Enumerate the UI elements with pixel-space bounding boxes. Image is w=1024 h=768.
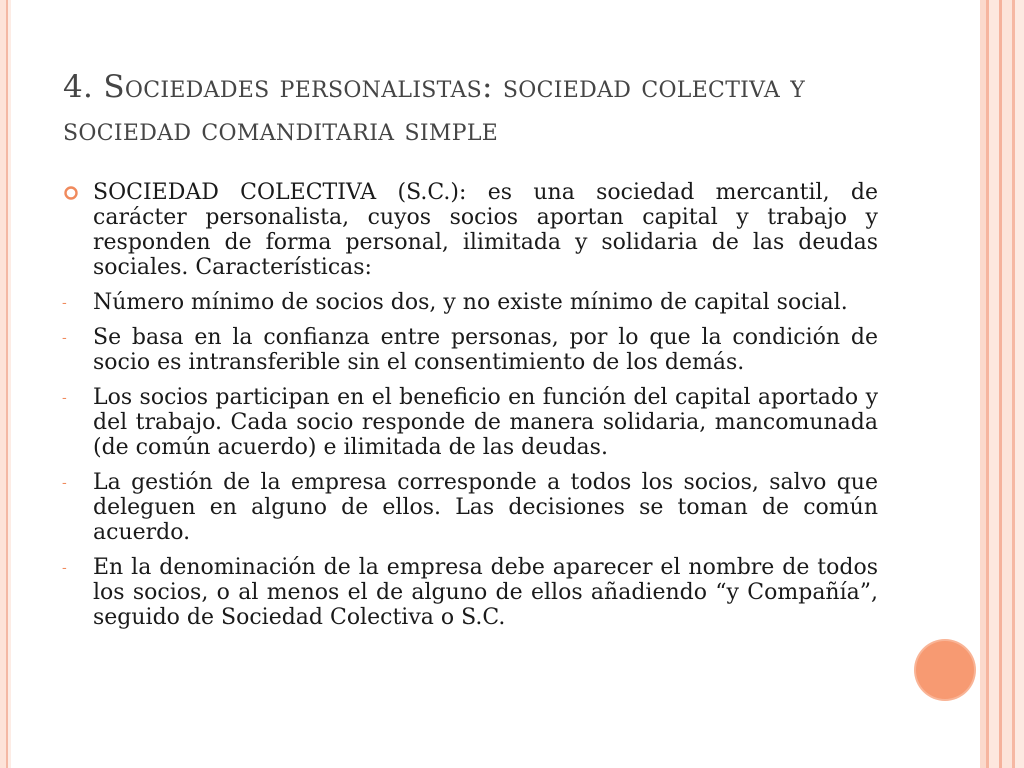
slide-title: 4. Sociedades personalistas: sociedad colectiva y sociedad comanditaria simple xyxy=(63,69,806,148)
right-stripe xyxy=(1015,0,1024,768)
list-item xyxy=(60,290,878,315)
list-item-text: En la denominación de la empresa debe aparecer el nombre de todos los socios, o al menos el de alguno de ellos añadiendo “y Compañía”, seguido de Sociedad Colectiva o S.C. xyxy=(93,555,878,630)
right-stripe xyxy=(989,0,999,768)
dash-marker: - xyxy=(62,390,67,406)
list-item xyxy=(60,180,878,280)
dash-marker: - xyxy=(62,475,67,491)
ring-bullet-icon xyxy=(63,185,79,201)
dash-marker: - xyxy=(62,330,67,346)
list-item-text: La gestión de la empresa corresponde a todos los socios, salvo que deleguen en alguno de ellos. Las decisiones se toman de común acuerdo. xyxy=(93,470,878,545)
list-item-text: Número mínimo de socios dos, y no existe mínimo de capital social. xyxy=(93,290,848,315)
content-list xyxy=(60,180,878,640)
left-stripe xyxy=(8,0,11,768)
list-item-text: SOCIEDAD COLECTIVA (S.C.): es una sociedad mercantil, de carácter personalista, cuyos socios aportan capital y trabajo y responden de forma personal, ilimitada y solidaria de las deudas sociales. Características: xyxy=(93,180,878,280)
list-item xyxy=(60,385,878,460)
list-item-text: Se basa en la confianza entre personas, por lo que la condición de socio es intransferible sin el consentimiento de los demás. xyxy=(93,325,878,375)
list-item xyxy=(60,470,878,545)
dash-marker: - xyxy=(62,560,67,576)
right-stripe xyxy=(1002,0,1012,768)
dash-marker: - xyxy=(62,295,67,311)
list-item-text: Los socios participan en el beneficio en función del capital aportado y del trabajo. Cada socio responde de manera solidaria, mancomunada (de común acuerdo) e ilimitada de las deudas. xyxy=(93,385,878,460)
list-item xyxy=(60,325,878,375)
decorative-circle xyxy=(916,641,974,699)
list-item xyxy=(60,555,878,630)
